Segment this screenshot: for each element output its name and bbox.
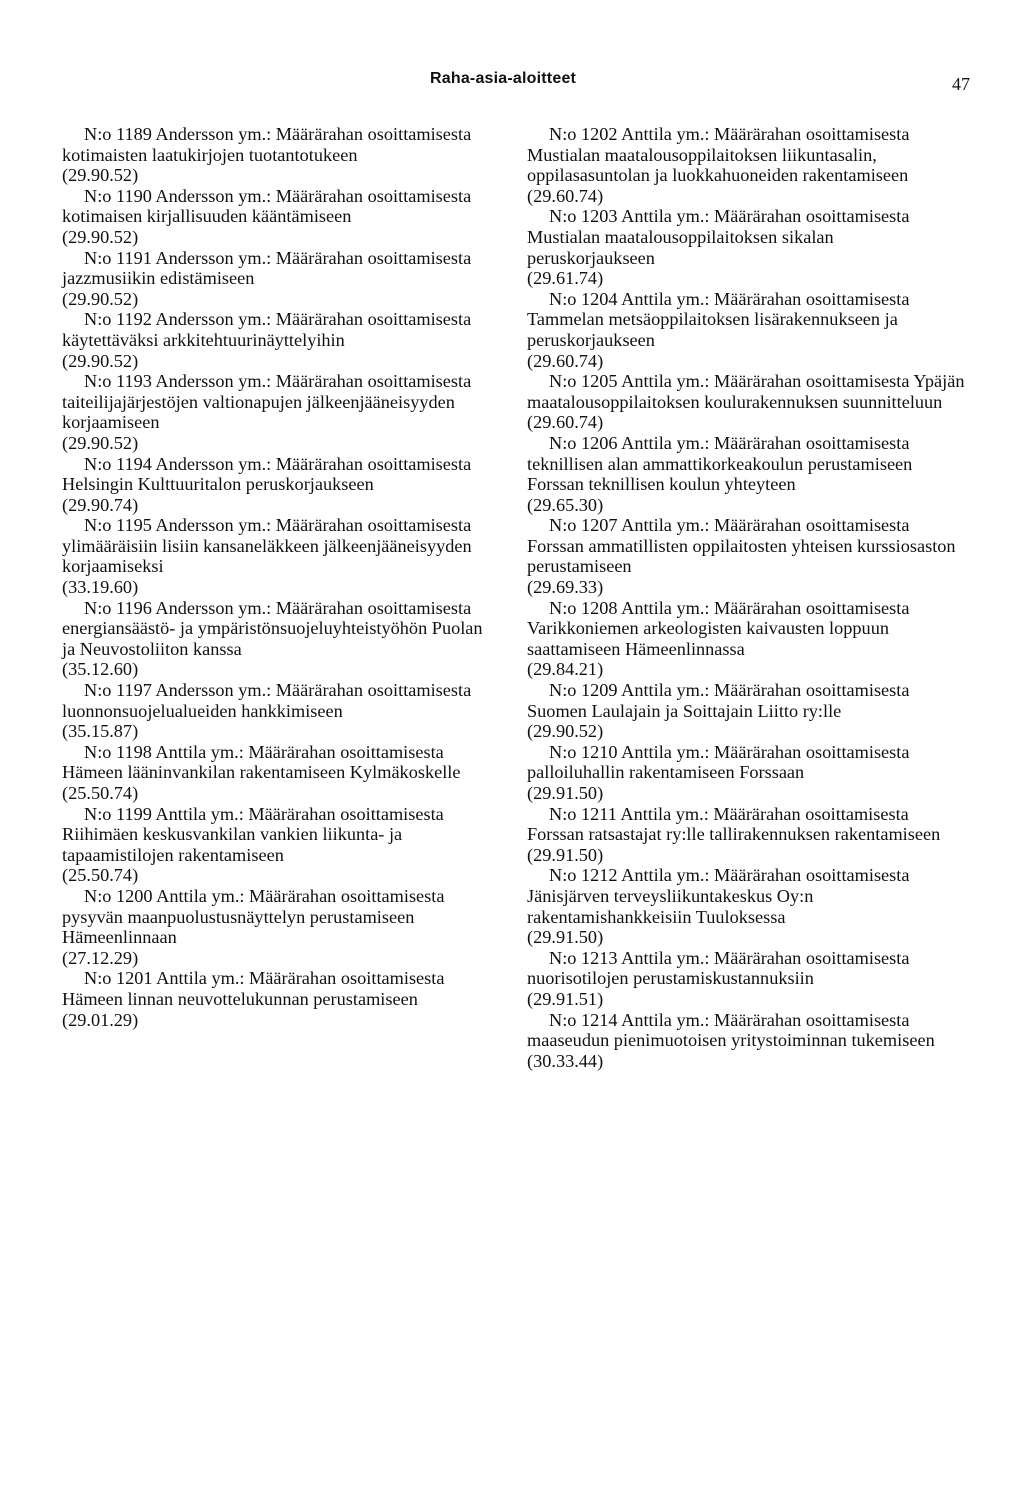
budget-item-code: (29.61.74): [527, 268, 604, 289]
running-title: Raha-asia-aloitteet: [430, 70, 577, 87]
motion-entry: [527, 598, 965, 680]
motion-entry: [62, 454, 500, 516]
budget-item-code: (29.91.50): [527, 844, 604, 865]
motion-entry: [527, 124, 965, 206]
left-column: [62, 124, 500, 1030]
budget-item-code: (29.91.51): [527, 988, 604, 1009]
motion-title: N:o 1193 Andersson ym.: Määrärahan osoittamisesta taiteilijajärjestöjen valtionapujen jälkeenjääneisyyden korjaamiseen: [62, 371, 472, 433]
budget-item-code: (35.12.60): [62, 659, 139, 680]
budget-item-code: (25.50.74): [62, 783, 139, 803]
budget-item-code: (29.90.52): [527, 721, 604, 742]
motion-entry: [62, 742, 500, 804]
budget-item-code: (29.91.50): [527, 927, 604, 948]
motion-entry: [527, 804, 965, 866]
motion-title: N:o 1200 Anttila ym.: Määrärahan osoittamisesta pysyvän maanpuolustusnäyttelyn perustamiseen Hämeenlinnaan: [62, 885, 445, 948]
budget-item-code: (29.69.33): [527, 577, 604, 598]
motion-entry: [62, 186, 500, 248]
motion-entry: [527, 742, 965, 804]
motion-title: N:o 1210 Anttila ym.: Määrärahan osoittamisesta palloiluhallin rakentamiseen Forssaan: [527, 741, 910, 783]
budget-item-code: (29.90.52): [62, 288, 139, 309]
motion-entry: [62, 598, 500, 680]
motion-entry: [62, 515, 500, 597]
motion-entry: [62, 804, 500, 886]
motion-title: N:o 1195 Andersson ym.: Määrärahan osoittamisesta ylimääräisiin lisiin kansaneläkkeen jälkeenjääneisyyden korjaamiseksi: [62, 515, 472, 577]
budget-item-code: (29.65.30): [527, 494, 604, 515]
motion-title: N:o 1199 Anttila ym.: Määrärahan osoittamisesta Riihimäen keskusvankilan vankien liikunta- ja tapaamistilojen rakentamiseen: [62, 803, 444, 865]
motion-title: N:o 1214 Anttila ym.: Määrärahan osoittamisesta maaseudun pienimuotoisen yritystoiminnan tukemiseen: [527, 1009, 935, 1051]
motion-title: N:o 1213 Anttila ym.: Määrärahan osoittamisesta nuorisotilojen perustamiskustannuksiin: [527, 947, 910, 989]
budget-item-code: (33.19.60): [62, 577, 139, 598]
page-header: [0, 70, 1024, 100]
budget-item-code: (29.90.52): [62, 432, 139, 453]
motion-title: N:o 1204 Anttila ym.: Määrärahan osoittamisesta Tammelan metsäoppilaitoksen lisärakennukseen ja peruskorjaukseen: [527, 288, 910, 350]
motion-entry: [62, 968, 500, 1030]
budget-item-code: (29.84.21): [527, 659, 604, 680]
motion-title: N:o 1211 Anttila ym.: Määrärahan osoittamisesta Forssan ratsastajat ry:lle tallirakennuksen rakentamiseen: [527, 803, 941, 845]
motion-entry: [62, 680, 500, 742]
budget-item-code: (29.60.74): [527, 350, 604, 371]
motion-entry: [527, 1010, 965, 1072]
budget-item-code: (30.33.44): [527, 1050, 604, 1071]
motion-title: N:o 1205 Anttila ym.: Määrärahan osoittamisesta Ypäjän maatalousoppilaitoksen koulurakennuksen suunnitteluun: [527, 371, 965, 412]
budget-item-code: (25.50.74): [62, 865, 139, 886]
motion-title: N:o 1191 Andersson ym.: Määrärahan osoittamisesta jazzmusiikin edistämiseen: [62, 247, 472, 289]
motion-title: N:o 1192 Andersson ym.: Määrärahan osoittamisesta käytettäväksi arkkitehtuurinäyttelyihin: [62, 309, 472, 350]
budget-item-code: (29.90.52): [62, 350, 139, 371]
motion-title: N:o 1196 Andersson ym.: Määrärahan osoittamisesta energiansäästö- ja ympäristönsuojeluyhteistyöhön Puolan ja Neuvostoliiton kanssa: [62, 597, 483, 659]
motion-title: N:o 1194 Andersson ym.: Määrärahan osoittamisesta Helsingin Kulttuuritalon peruskorjaukseen: [62, 453, 472, 495]
motion-title: N:o 1203 Anttila ym.: Määrärahan osoittamisesta Mustialan maatalousoppilaitoksen sikalan peruskorjaukseen: [527, 206, 910, 268]
right-column: [527, 124, 965, 1071]
budget-item-code: (29.60.74): [527, 185, 604, 206]
motion-title: N:o 1207 Anttila ym.: Määrärahan osoittamisesta Forssan ammatillisten oppilaitosten yhteisen kurssiosaston perustamiseen: [527, 515, 956, 577]
motion-entry: [527, 433, 965, 515]
budget-item-code: (27.12.29): [62, 947, 139, 968]
budget-item-code: (29.90.52): [62, 165, 139, 186]
budget-item-code: (35.15.87): [62, 721, 139, 742]
motion-entry: [527, 865, 965, 947]
budget-item-code: (29.91.50): [527, 783, 604, 803]
motion-title: N:o 1198 Anttila ym.: Määrärahan osoittamisesta Hämeen lääninvankilan rakentamiseen Kylmäkoskelle: [62, 741, 461, 783]
motion-entry: [527, 371, 965, 433]
motion-title: N:o 1202 Anttila ym.: Määrärahan osoittamisesta Mustialan maatalousoppilaitoksen liikuntasalin, oppilasasuntolan ja luokkahuoneiden rakentamiseen: [527, 124, 910, 186]
motion-entry: [62, 886, 500, 968]
motion-title: N:o 1190 Andersson ym.: Määrärahan osoittamisesta kotimaisen kirjallisuuden kääntämiseen: [62, 185, 472, 227]
motion-title: N:o 1189 Andersson ym.: Määrärahan osoittamisesta kotimaisten laatukirjojen tuotantotukeen: [62, 124, 472, 165]
budget-item-code: (29.90.52): [62, 226, 139, 247]
motion-entry: [527, 206, 965, 288]
budget-item-code: (29.90.74): [62, 494, 139, 515]
motion-title: N:o 1197 Andersson ym.: Määrärahan osoittamisesta luonnonsuojelualueiden hankkimiseen: [62, 680, 472, 721]
page-number: 47: [952, 74, 970, 94]
motion-entry: [62, 124, 500, 186]
motion-entry: [527, 289, 965, 371]
motion-entry: [62, 371, 500, 453]
motion-entry: [62, 309, 500, 371]
motion-entry: [527, 515, 965, 597]
motion-entry: [527, 680, 965, 742]
motion-title: N:o 1201 Anttila ym.: Määrärahan osoittamisesta Hämeen linnan neuvottelukunnan perustamiseen: [62, 968, 445, 1009]
motion-title: N:o 1212 Anttila ym.: Määrärahan osoittamisesta Jänisjärven terveysliikuntakeskus Oy:n rakentamishankkeisiin Tuuloksessa: [527, 865, 910, 927]
motion-title: N:o 1206 Anttila ym.: Määrärahan osoittamisesta teknillisen alan ammattikorkeakoulun perustamiseen Forssan teknillisen koulun yhteyteen: [527, 432, 913, 495]
motion-title: N:o 1208 Anttila ym.: Määrärahan osoittamisesta Varikkoniemen arkeologisten kaivausten loppuun saattamiseen Hämeenlinnassa: [527, 597, 910, 659]
motion-entry: [62, 248, 500, 310]
budget-item-code: (29.01.29): [62, 1009, 139, 1030]
motion-entry: [527, 948, 965, 1010]
budget-item-code: (29.60.74): [527, 412, 604, 433]
motion-title: N:o 1209 Anttila ym.: Määrärahan osoittamisesta Suomen Laulajain ja Soittajain Liitto ry:lle: [527, 680, 910, 721]
